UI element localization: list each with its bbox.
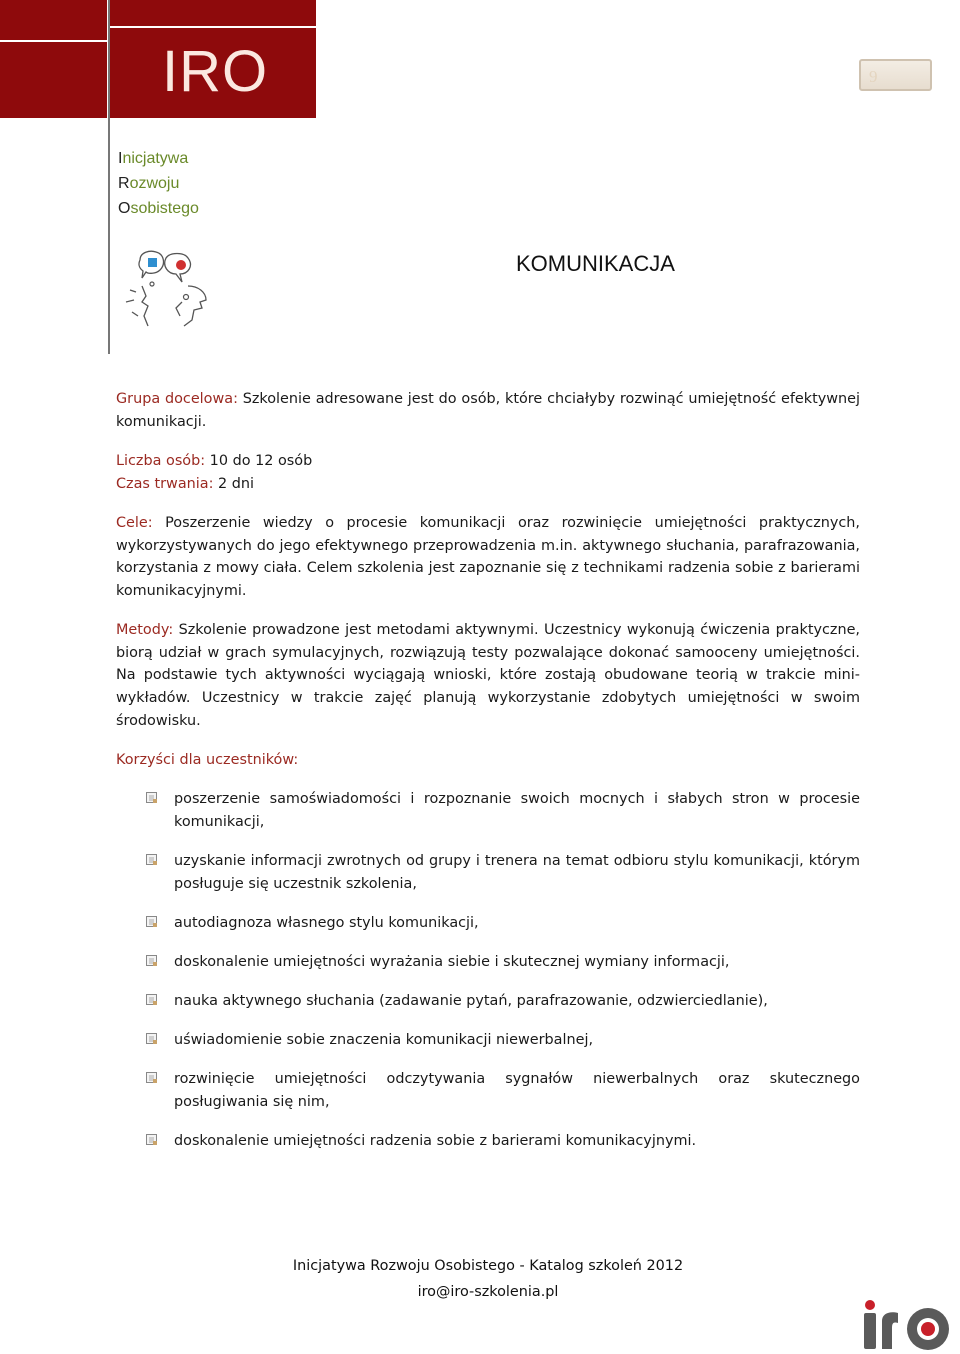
iro-footer-logo xyxy=(860,1299,958,1351)
header-block-top-right xyxy=(110,0,316,26)
section-cele: Cele: Poszerzenie wiedzy o procesie komunikacji oraz rozwinięcie umiejętności praktycznych, wykorzystywanych do jego efektywnego przeprowadzenia m.in. aktywnego słuchania, parafrazowania, korzystania z mowy ciała. Celem szkolenia jest zapoznanie się z technikami radzenia sobie z barierami komunikacyjnymi. xyxy=(116,515,860,600)
brand-line-2: Rozwoju xyxy=(118,175,180,192)
page-number-badge xyxy=(859,59,932,91)
bullet-icon xyxy=(146,916,158,928)
bullet-icon xyxy=(146,792,158,804)
brand-line-1: Inicjatywa xyxy=(118,150,189,167)
benefit-item: doskonalenie umiejętności wyrażania siebie i skutecznej wymiany informacji, xyxy=(174,954,730,970)
footer-title: Inicjatywa Rozwoju Osobistego - Katalog szkoleń 2012 xyxy=(292,1258,684,1274)
brand-line-3: Osobistego xyxy=(118,200,199,217)
header-block-top-left xyxy=(0,0,107,40)
bullet-icon xyxy=(146,1134,158,1146)
benefit-item: doskonalenie umiejętności radzenia sobie z barierami komunikacyjnymi. xyxy=(174,1133,697,1149)
section-czas: Czas trwania: 2 dni xyxy=(116,476,254,492)
footer-email[interactable]: iro@iro-szkolenia.pl xyxy=(417,1284,559,1300)
section-korzysci-heading: Korzyści dla uczestników: xyxy=(116,752,299,768)
bullet-icon xyxy=(146,955,158,967)
bullet-icon xyxy=(146,854,158,866)
bullet-icon xyxy=(146,994,158,1006)
benefit-item: rozwinięcie umiejętności odczytywania sygnałów niewerbalnych oraz skutecznego posługiwania się nim, xyxy=(174,1071,860,1110)
header-logo: IRO xyxy=(162,39,269,104)
vertical-divider xyxy=(108,0,110,354)
benefit-item: uświadomienie sobie znaczenia komunikacji niewerbalnej, xyxy=(174,1032,594,1048)
section-liczba: Liczba osób: 10 do 12 osób xyxy=(116,453,313,469)
header-block-bottom-left xyxy=(0,42,107,118)
benefit-item: uzyskanie informacji zwrotnych od grupy i trenera na temat odbioru stylu komunikacji, którym posługuje się uczestnik szkolenia, xyxy=(174,853,860,892)
communication-icon xyxy=(122,246,218,334)
bullet-icon xyxy=(146,1033,158,1045)
section-metody: Metody: Szkolenie prowadzone jest metodami aktywnymi. Uczestnicy wykonują ćwiczenia praktyczne, biorą udział w grach symulacyjnych, rozwiązują testy pozwalające dokonać samooceny umiejętności. Na podstawie tych aktywności wyciągają wnioski, które zostają obudowane teorią w trakcie mini-wykładów. Uczestnicy w trakcie zajęć planują wykorzystanie zdobytych umiejętności w swoim środowisku. xyxy=(116,622,860,729)
bullet-icon xyxy=(146,1072,158,1084)
benefit-item: poszerzenie samoświadomości i rozpoznanie swoich mocnych i słabych stron w procesie komunikacji, xyxy=(174,791,860,830)
page-title: KOMUNIKACJA xyxy=(516,251,675,276)
benefit-item: nauka aktywnego słuchania (zadawanie pytań, parafrazowanie, odzwierciedlanie), xyxy=(174,993,768,1009)
page-number: 9 xyxy=(869,67,878,86)
benefit-item: autodiagnoza własnego stylu komunikacji, xyxy=(174,915,479,931)
section-grupa: Grupa docelowa: Szkolenie adresowane jest do osób, które chciałyby rozwinąć umiejętność efektywnej komunikacji. xyxy=(116,391,860,430)
